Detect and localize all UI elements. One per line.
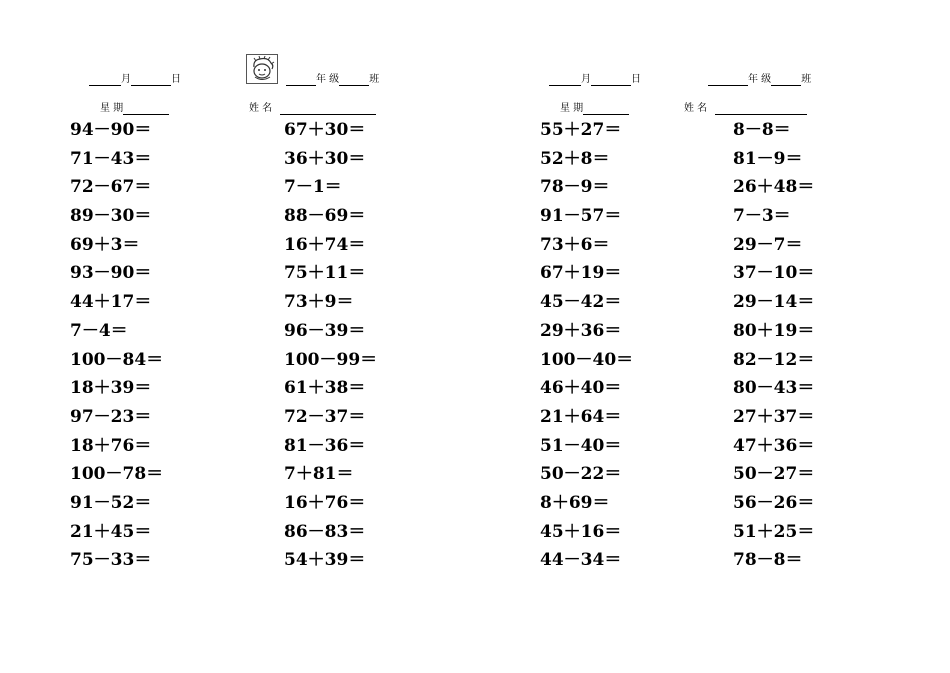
math-problem: 45＋16＝ <box>540 521 622 542</box>
day-blank[interactable] <box>131 75 171 86</box>
math-problem: 67＋30＝ <box>284 120 366 140</box>
date-field-right <box>549 74 641 86</box>
math-problem: 50－27＝ <box>733 464 815 485</box>
weekday-field-right <box>560 103 629 115</box>
math-problem: 44＋17＝ <box>70 292 152 313</box>
math-problem: 51－40＝ <box>540 435 622 456</box>
math-problem: 44－34＝ <box>540 550 622 571</box>
class-blank[interactable] <box>339 75 369 86</box>
math-problem: 61＋38＝ <box>284 378 366 399</box>
math-problem: 80＋19＝ <box>733 320 815 341</box>
math-problem: 96－39＝ <box>284 320 366 341</box>
math-problem: 75＋11＝ <box>284 263 366 284</box>
math-problem: 100－40＝ <box>540 349 634 370</box>
math-problem: 100－99＝ <box>284 349 378 370</box>
problem-column-4 <box>733 116 814 575</box>
date-field <box>89 74 181 86</box>
math-problem: 69＋3＝ <box>70 234 140 255</box>
grade-blank[interactable] <box>286 75 316 86</box>
name-field <box>249 103 376 115</box>
math-problem: 37－10＝ <box>733 263 815 284</box>
day-label-right: 日 <box>631 74 641 85</box>
math-problem: 97－23＝ <box>70 406 152 427</box>
math-problem: 81－36＝ <box>284 435 366 456</box>
math-problem: 89－30＝ <box>70 206 152 227</box>
math-problem: 91－52＝ <box>70 492 152 513</box>
problem-column-3 <box>540 116 633 575</box>
math-problem: 88－69＝ <box>284 206 366 227</box>
math-problem: 86－83＝ <box>284 521 366 542</box>
math-problem: 100－84＝ <box>70 349 164 370</box>
name-label: 姓 名 <box>249 103 273 114</box>
math-problem: 7－3＝ <box>733 206 791 227</box>
math-problem: 52＋8＝ <box>540 148 610 169</box>
math-problem: 51＋25＝ <box>733 521 815 542</box>
math-problem: 54＋39＝ <box>284 550 366 571</box>
weekday-blank[interactable] <box>123 104 169 115</box>
math-problem: 7＋81＝ <box>284 464 354 485</box>
math-problem: 7－1＝ <box>284 177 342 198</box>
math-problem: 55＋27＝ <box>540 120 622 140</box>
math-problem: 71－43＝ <box>70 148 152 169</box>
weekday-label-right: 星 期 <box>560 103 584 114</box>
math-problem: 81－9＝ <box>733 148 803 169</box>
math-problem: 29－14＝ <box>733 292 815 313</box>
logo <box>246 54 278 84</box>
math-problem: 26＋48＝ <box>733 177 815 198</box>
math-problem: 56－26＝ <box>733 492 815 513</box>
weekday-label: 星 期 <box>100 103 124 114</box>
weekday-field <box>100 103 169 115</box>
class-label: 班 <box>369 74 380 85</box>
math-problem: 94－90＝ <box>70 120 152 140</box>
name-field-right <box>684 103 807 115</box>
name-blank-right[interactable] <box>715 104 807 115</box>
math-problem: 21＋64＝ <box>540 406 622 427</box>
day-label: 日 <box>171 74 181 85</box>
math-problem: 21＋45＝ <box>70 521 152 542</box>
class-label-right: 班 <box>801 74 812 85</box>
name-blank[interactable] <box>280 104 376 115</box>
math-problem: 8＋69＝ <box>540 492 610 513</box>
math-problem: 67＋19＝ <box>540 263 622 284</box>
math-problem: 73＋6＝ <box>540 234 610 255</box>
math-problem: 91－57＝ <box>540 206 622 227</box>
math-problem: 16＋76＝ <box>284 492 366 513</box>
math-problem: 47＋36＝ <box>733 435 815 456</box>
cartoon-child-face-icon <box>247 55 277 83</box>
grade-blank-right[interactable] <box>708 75 748 86</box>
math-problem: 46＋40＝ <box>540 378 622 399</box>
math-problem: 93－90＝ <box>70 263 152 284</box>
grade-class-field-right <box>708 74 811 86</box>
grade-label-right: 年 级 <box>748 74 772 85</box>
math-problem: 27＋37＝ <box>733 406 815 427</box>
name-label-right: 姓 名 <box>684 103 708 114</box>
math-problem: 72－37＝ <box>284 406 366 427</box>
math-problem: 73＋9＝ <box>284 292 354 313</box>
math-problem: 29＋36＝ <box>540 320 622 341</box>
month-blank[interactable] <box>89 75 121 86</box>
math-problem: 8－8＝ <box>733 120 791 140</box>
math-problem: 18＋76＝ <box>70 435 152 456</box>
day-blank-right[interactable] <box>591 75 631 86</box>
math-problem: 100－78＝ <box>70 464 164 485</box>
math-problem: 16＋74＝ <box>284 234 366 255</box>
math-problem: 82－12＝ <box>733 349 815 370</box>
math-problem: 45－42＝ <box>540 292 622 313</box>
math-problem: 78－8＝ <box>733 550 803 571</box>
math-problem: 78－9＝ <box>540 177 610 198</box>
weekday-blank-right[interactable] <box>583 104 629 115</box>
math-problem: 29－7＝ <box>733 234 803 255</box>
problem-column-1 <box>70 116 163 575</box>
math-problem: 75－33＝ <box>70 550 152 571</box>
class-blank-right[interactable] <box>771 75 801 86</box>
grade-class-field <box>286 74 379 86</box>
grade-label: 年 级 <box>316 74 340 85</box>
math-problem: 18＋39＝ <box>70 378 152 399</box>
math-problem: 72－67＝ <box>70 177 152 198</box>
month-label-right: 月 <box>581 74 591 85</box>
month-label: 月 <box>121 74 131 85</box>
problem-column-2 <box>284 116 377 575</box>
math-problem: 50－22＝ <box>540 464 622 485</box>
math-problem: 80－43＝ <box>733 378 815 399</box>
month-blank-right[interactable] <box>549 75 581 86</box>
math-problem: 36＋30＝ <box>284 148 366 169</box>
math-problem: 7－4＝ <box>70 320 128 341</box>
